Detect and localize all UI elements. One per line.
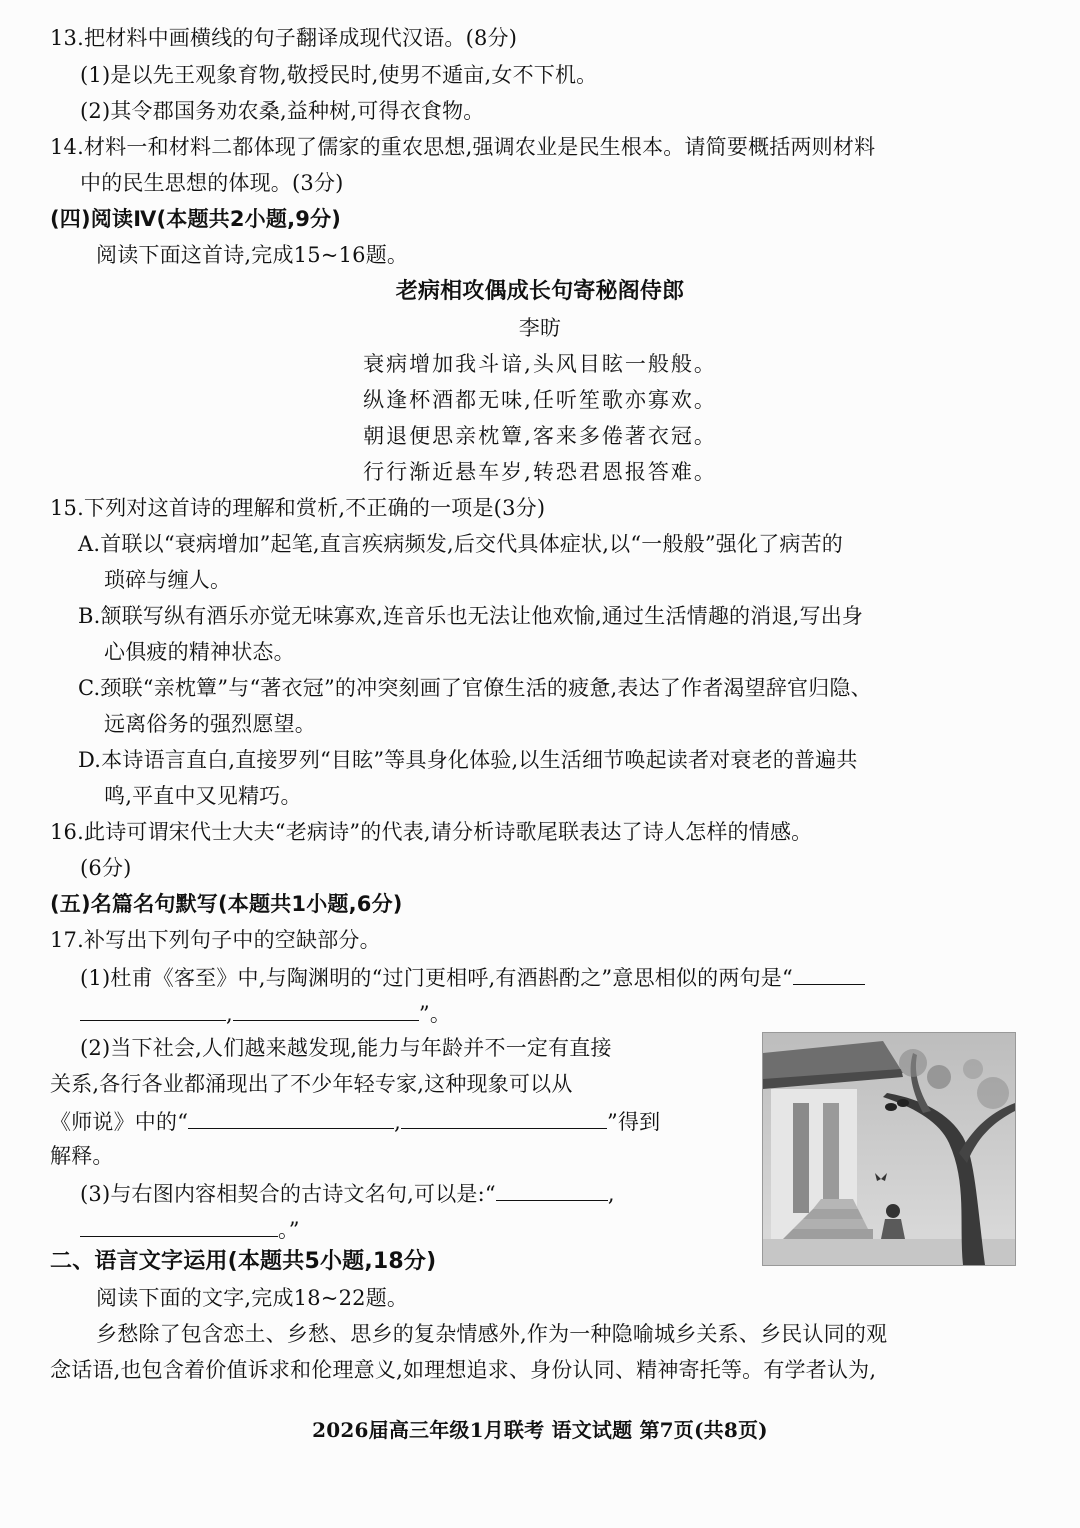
comma: , — [394, 1110, 402, 1134]
q15-option-a-1: A.首联以“衰病增加”起笔,直言疾病频发,后交代具体症状,以“一般般”强化了病苦的 — [78, 532, 844, 556]
ink-painting-image — [763, 1033, 1015, 1265]
illustration-picture — [762, 1032, 1016, 1266]
q17-part-3-text: (3)与右图内容相契合的古诗文名句,可以是:“ — [80, 1182, 496, 1206]
q17-part-2-line-3 — [50, 1106, 660, 1136]
answer-blank[interactable] — [80, 998, 226, 1021]
comma: , — [607, 1182, 615, 1206]
q17-part-2-line-4: 解释。 — [50, 1144, 114, 1168]
page-footer: 2026届高三年级1月联考 语文试题 第7页(共8页) — [312, 1418, 768, 1442]
q17-stem: 17.补写出下列句子中的空缺部分。 — [50, 928, 381, 952]
answer-blank[interactable] — [80, 1214, 278, 1237]
answer-blank[interactable] — [401, 1106, 607, 1129]
poem-line-4: 行行渐近悬车岁,转恐君恩报答难。 — [363, 460, 717, 484]
poem-line-1: 衰病增加我斗谙,头风目眩一般般。 — [363, 352, 717, 376]
q17-part-2-tail: ”得到 — [607, 1110, 661, 1134]
answer-blank[interactable] — [188, 1106, 394, 1129]
part-2-title: 二、语言文字运用(本题共5小题,18分) — [50, 1249, 437, 1274]
q15-option-a-2: 琐碎与缠人。 — [104, 568, 232, 592]
q17-part-1-text: (1)杜甫《客至》中,与陶渊明的“过门更相呼,有酒斟酌之”意思相似的两句是“ — [80, 966, 793, 990]
q13-sentence-1: (1)是以先王观象育物,敬授民时,使男不遁亩,女不下机。 — [80, 63, 598, 87]
comma: , — [226, 1002, 233, 1026]
q16-line-2: (6分) — [80, 856, 132, 880]
q13-sentence-2: (2)其令郡国务劝农桑,益种树,可得衣食物。 — [80, 99, 485, 123]
q17-part-2-text: 《师说》中的“ — [50, 1110, 189, 1134]
section-5-title: (五)名篇名句默写(本题共1小题,6分) — [50, 892, 403, 916]
q17-part-3-line-2 — [80, 1214, 300, 1244]
q15-option-d-1: D.本诗语言直白,直接罗列“目眩”等具身化体验,以生活细节唤起读者对衰老的普遍共 — [78, 748, 858, 772]
q15-stem: 15.下列对这首诗的理解和赏析,不正确的一项是(3分) — [50, 496, 546, 520]
section-4-intro: 阅读下面这首诗,完成15~16题。 — [96, 243, 409, 267]
q17-part-1-line-1 — [80, 962, 865, 992]
answer-blank[interactable] — [496, 1178, 608, 1201]
q17-part-3-line-1 — [80, 1178, 615, 1208]
passage-line-1: 乡愁除了包含恋土、乡愁、思乡的复杂情感外,作为一种隐喻城乡关系、乡民认同的观 — [96, 1322, 888, 1346]
close-quote: 。” — [278, 1218, 300, 1242]
poem-line-2: 纵逢杯酒都无味,任听笙歌亦寡欢。 — [363, 388, 717, 412]
q14-line-2: 中的民生思想的体现。(3分) — [80, 171, 344, 195]
q16-line-1: 16.此诗可谓宋代士大夫“老病诗”的代表,请分析诗歌尾联表达了诗人怎样的情感。 — [50, 820, 813, 844]
passage-line-2: 念话语,也包含着价值诉求和伦理意义,如理想追求、身份认同、精神寄托等。有学者认为, — [50, 1358, 877, 1382]
q15-option-b-2: 心俱疲的精神状态。 — [104, 640, 295, 664]
answer-blank[interactable] — [793, 962, 865, 985]
poem-line-3: 朝退便思亲枕簟,客来多倦著衣冠。 — [363, 424, 717, 448]
poem-author: 李昉 — [518, 316, 562, 340]
q15-option-d-2: 鸣,平直中又见精巧。 — [104, 784, 302, 808]
q15-option-b-1: B.颔联写纵有酒乐亦觉无味寡欢,连音乐也无法让他欢愉,通过生活情趣的消退,写出身 — [78, 604, 864, 628]
q17-part-2-line-1: (2)当下社会,人们越来越发现,能力与年龄并不一定有直接 — [80, 1036, 612, 1060]
answer-blank[interactable] — [233, 998, 419, 1021]
q15-option-c-2: 远离俗务的强烈愿望。 — [104, 712, 316, 736]
q15-option-c-1: C.颈联“亲枕簟”与“著衣冠”的冲突刻画了官僚生活的疲惫,表达了作者渴望辞官归隐、 — [78, 676, 872, 700]
close-quote: ”。 — [418, 1002, 452, 1026]
section-4-title: (四)阅读Ⅳ(本题共2小题,9分) — [50, 207, 342, 231]
q17-part-1-line-2 — [80, 998, 451, 1028]
q17-part-2-line-2: 关系,各行各业都涌现出了不少年轻专家,这种现象可以从 — [50, 1072, 573, 1096]
part-2-intro: 阅读下面的文字,完成18~22题。 — [96, 1286, 409, 1310]
q13-stem: 13.把材料中画横线的句子翻译成现代汉语。(8分) — [50, 26, 518, 50]
poem-title: 老病相攻偶成长句寄秘阁侍郎 — [395, 279, 685, 304]
q14-line-1: 14.材料一和材料二都体现了儒家的重农思想,强调农业是民生根本。请简要概括两则材料 — [50, 135, 876, 159]
